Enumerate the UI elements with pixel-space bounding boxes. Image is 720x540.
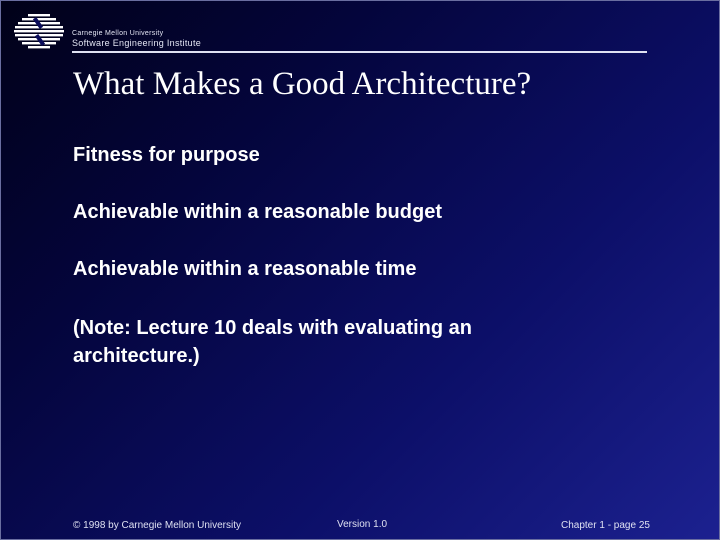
bullet-reasonable-budget: Achievable within a reasonable budget: [73, 201, 442, 223]
university-name: Carnegie Mellon University: [72, 30, 164, 37]
footer-copyright: © 1998 by Carnegie Mellon University: [73, 520, 242, 531]
header-divider: [72, 51, 647, 53]
footer-version: Version 1.0: [337, 519, 388, 530]
slide-title: What Makes a Good Architecture?: [73, 66, 532, 102]
bullet-lecture-note: (Note: Lecture 10 deals with evaluating an architecture.): [73, 317, 472, 367]
bullet-fitness-for-purpose: Fitness for purpose: [73, 144, 260, 166]
organization-header: [72, 29, 652, 49]
sei-logo-icon: [14, 14, 64, 50]
bullet-reasonable-time: Achievable within a reasonable time: [73, 258, 417, 280]
institute-name: Software Engineering Institute: [72, 38, 202, 48]
footer-page-number: Chapter 1 - page 25: [561, 520, 650, 531]
